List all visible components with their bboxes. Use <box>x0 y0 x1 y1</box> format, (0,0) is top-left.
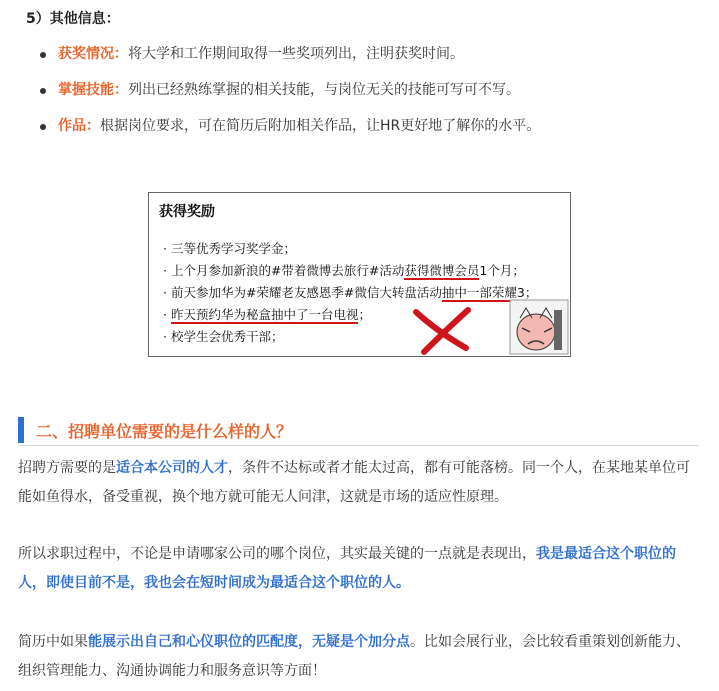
paragraph-2-highlight: 我是最适合这个职位的人，即使目前不是，我也会在短时间成为最适合这个职位的人。 <box>18 546 676 591</box>
paragraph-3: 简历中如果能展示出自己和心仪职位的匹配度，无疑是个加分点。比如会展行业，会比较看重策划创新能力、组织管理能力、沟通协调能力和服务意识等方面！ <box>18 634 690 679</box>
award-example-image <box>148 192 571 357</box>
heading-accent-bar <box>18 417 24 443</box>
section-5-heading: 5）其他信息： <box>26 11 120 27</box>
award-line-3: · 前天参加华为#荣耀老友感恩季#微信大转盘活动抽中一部荣耀3； <box>163 285 538 300</box>
bullet-dot-icon <box>40 88 46 94</box>
award-line-3-mark: 抽中一部荣耀3 <box>441 285 525 300</box>
awards-label: 获奖情况： <box>58 46 128 62</box>
award-line-2-mark: 获得微博会员 <box>404 263 480 278</box>
paragraph-2: 所以求职过程中，不论是申请哪家公司的哪个岗位，其实最关键的一点就是表现出，我是最适合这个职位的人，即使目前不是，我也会在短时间成为最适合这个职位的人。 <box>18 546 676 591</box>
list-item-works <box>40 116 700 136</box>
award-line-1: · 三等优秀学习奖学金； <box>163 241 296 256</box>
award-line-4-mark: 昨天预约华为秘盒抽中了一台电视 <box>170 307 359 322</box>
works-text: 根据岗位要求，可在简历后附加相关作品，让HR更好地了解你的水平。 <box>100 118 541 134</box>
skills-text: 列出已经熟练掌握的相关技能，与岗位无关的技能可写可不写。 <box>128 82 520 98</box>
award-line-2: · 上个月参加新浪的#带着微博去旅行#活动获得微博会员1个月； <box>163 263 525 278</box>
paragraph-1: 招聘方需要的是适合本公司的人才，条件不达标或者才能太过高，都有可能落榜。同一个人，在某地某单位可能如鱼得水，备受重视，换个地方就可能无人问津，这就是市场的适应性原理。 <box>18 460 690 505</box>
other-info-list <box>40 44 700 152</box>
bullet-dot-icon <box>40 52 46 58</box>
works-label: 作品： <box>58 118 100 134</box>
section-2-title: 二、招聘单位需要的是什么样的人？ <box>36 422 293 441</box>
award-image-title: 获得奖励 <box>159 204 215 220</box>
paragraph-3-highlight: 能展示出自己和心仪职位的匹配度，无疑是个加分点 <box>88 634 410 650</box>
list-item-awards <box>40 44 700 64</box>
award-line-4: · 昨天预约华为秘盒抽中了一台电视； <box>163 307 371 322</box>
list-item-skills <box>40 80 700 100</box>
award-line-5: · 校学生会优秀干部； <box>163 329 284 344</box>
section-2-heading-bar <box>18 415 699 446</box>
paragraph-1-highlight: 适合本公司的人才 <box>116 460 228 476</box>
bullet-dot-icon <box>40 124 46 130</box>
skills-label: 掌握技能： <box>58 82 128 98</box>
awards-text: 将大学和工作期间取得一些奖项列出，注明获奖时间。 <box>128 46 464 62</box>
